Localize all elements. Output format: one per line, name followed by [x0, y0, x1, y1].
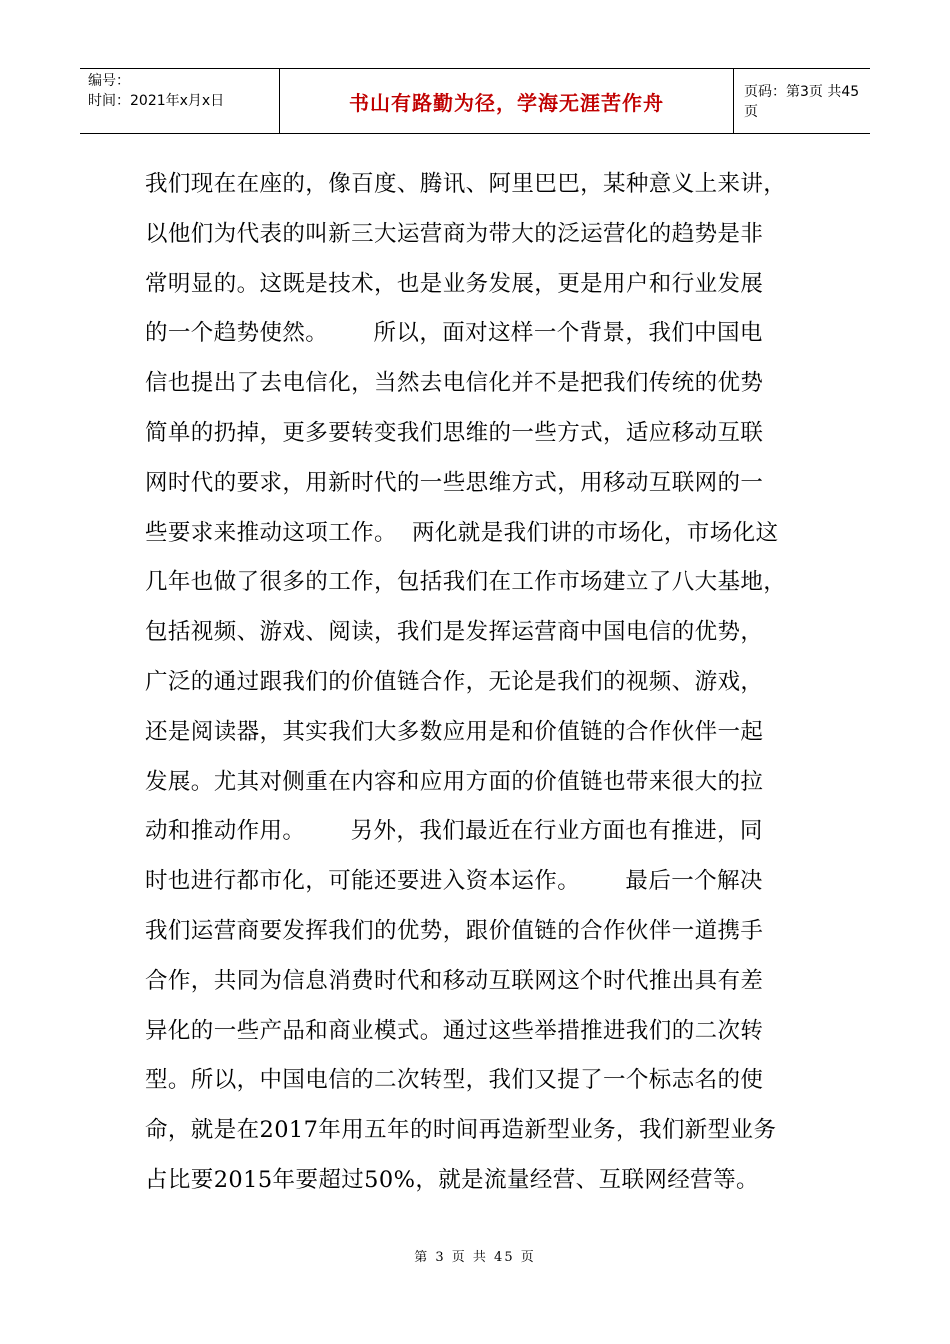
body-line: 信也提出了去电信化，当然去电信化并不是把我们传统的优势 [145, 370, 764, 397]
body-line: 网时代的要求，用新时代的一些思维方式，用移动互联网的一 [145, 469, 764, 496]
body-line: 以他们为代表的叫新三大运营商为带大的泛运营化的趋势是非 [145, 220, 764, 247]
body-line: 动和推动作用。 另外，我们最近在行业方面也有推进，同 [145, 818, 763, 845]
body-line: 常明显的。这既是技术，也是业务发展，更是用户和行业发展 [145, 270, 764, 297]
body-line: 发展。尤其对侧重在内容和应用方面的价值链也带来很大的拉 [145, 768, 764, 795]
page-footer [0, 1246, 950, 1265]
footer-page-number: 第 3 页 共 45 页 [414, 1250, 536, 1265]
body-line: 异化的一些产品和商业模式。通过这些举措推进我们的二次转 [145, 1017, 764, 1044]
body-line: 几年也做了很多的工作，包括我们在工作市场建立了八大基地， [145, 569, 787, 596]
body-line: 广泛的通过跟我们的价值链合作，无论是我们的视频、游戏， [145, 668, 764, 695]
body-line: 简单的扔掉，更多要转变我们思维的一些方式，适应移动互联 [145, 419, 764, 446]
body-line: 我们现在在座的，像百度、腾讯、阿里巴巴，某种意义上来讲， [145, 171, 787, 197]
body-line: 包括视频、游戏、阅读，我们是发挥运营商中国电信的优势， [145, 619, 764, 646]
header-meta [80, 69, 280, 133]
body-line: 占比要2015年要超过50%，就是流量经营、互联网经营等。 [145, 1166, 759, 1193]
body-line: 的一个趋势使然。 所以，面对这样一个背景，我们中国电 [145, 320, 763, 347]
header-motto: 书山有路勤为径，学海无涯苦作舟 [349, 90, 664, 115]
header-motto-cell [280, 69, 734, 133]
header-page-info-cell [734, 69, 870, 133]
page-header [80, 68, 870, 134]
document-body [145, 160, 805, 1206]
header-page-info: 页码：第3页 共45页 [744, 84, 860, 120]
body-line: 时也进行都市化，可能还要进入资本运作。 最后一个解决 [145, 868, 763, 895]
document-date: 时间：2021年x月x日 [88, 93, 225, 109]
body-line: 合作，共同为信息消费时代和移动互联网这个时代推出具有差 [145, 967, 764, 994]
body-line: 命，就是在2017年用五年的时间再造新型业务，我们新型业务 [145, 1117, 777, 1144]
document-number-label: 编号： [88, 73, 130, 89]
body-line: 我们运营商要发挥我们的优势，跟价值链的合作伙伴一道携手 [145, 917, 764, 944]
body-line: 些要求来推动这项工作。 两化就是我们讲的市场化，市场化这 [145, 519, 779, 546]
body-line: 型。所以，中国电信的二次转型，我们又提了一个标志名的使 [145, 1067, 764, 1094]
body-line: 还是阅读器，其实我们大多数应用是和价值链的合作伙伴一起 [145, 718, 764, 745]
